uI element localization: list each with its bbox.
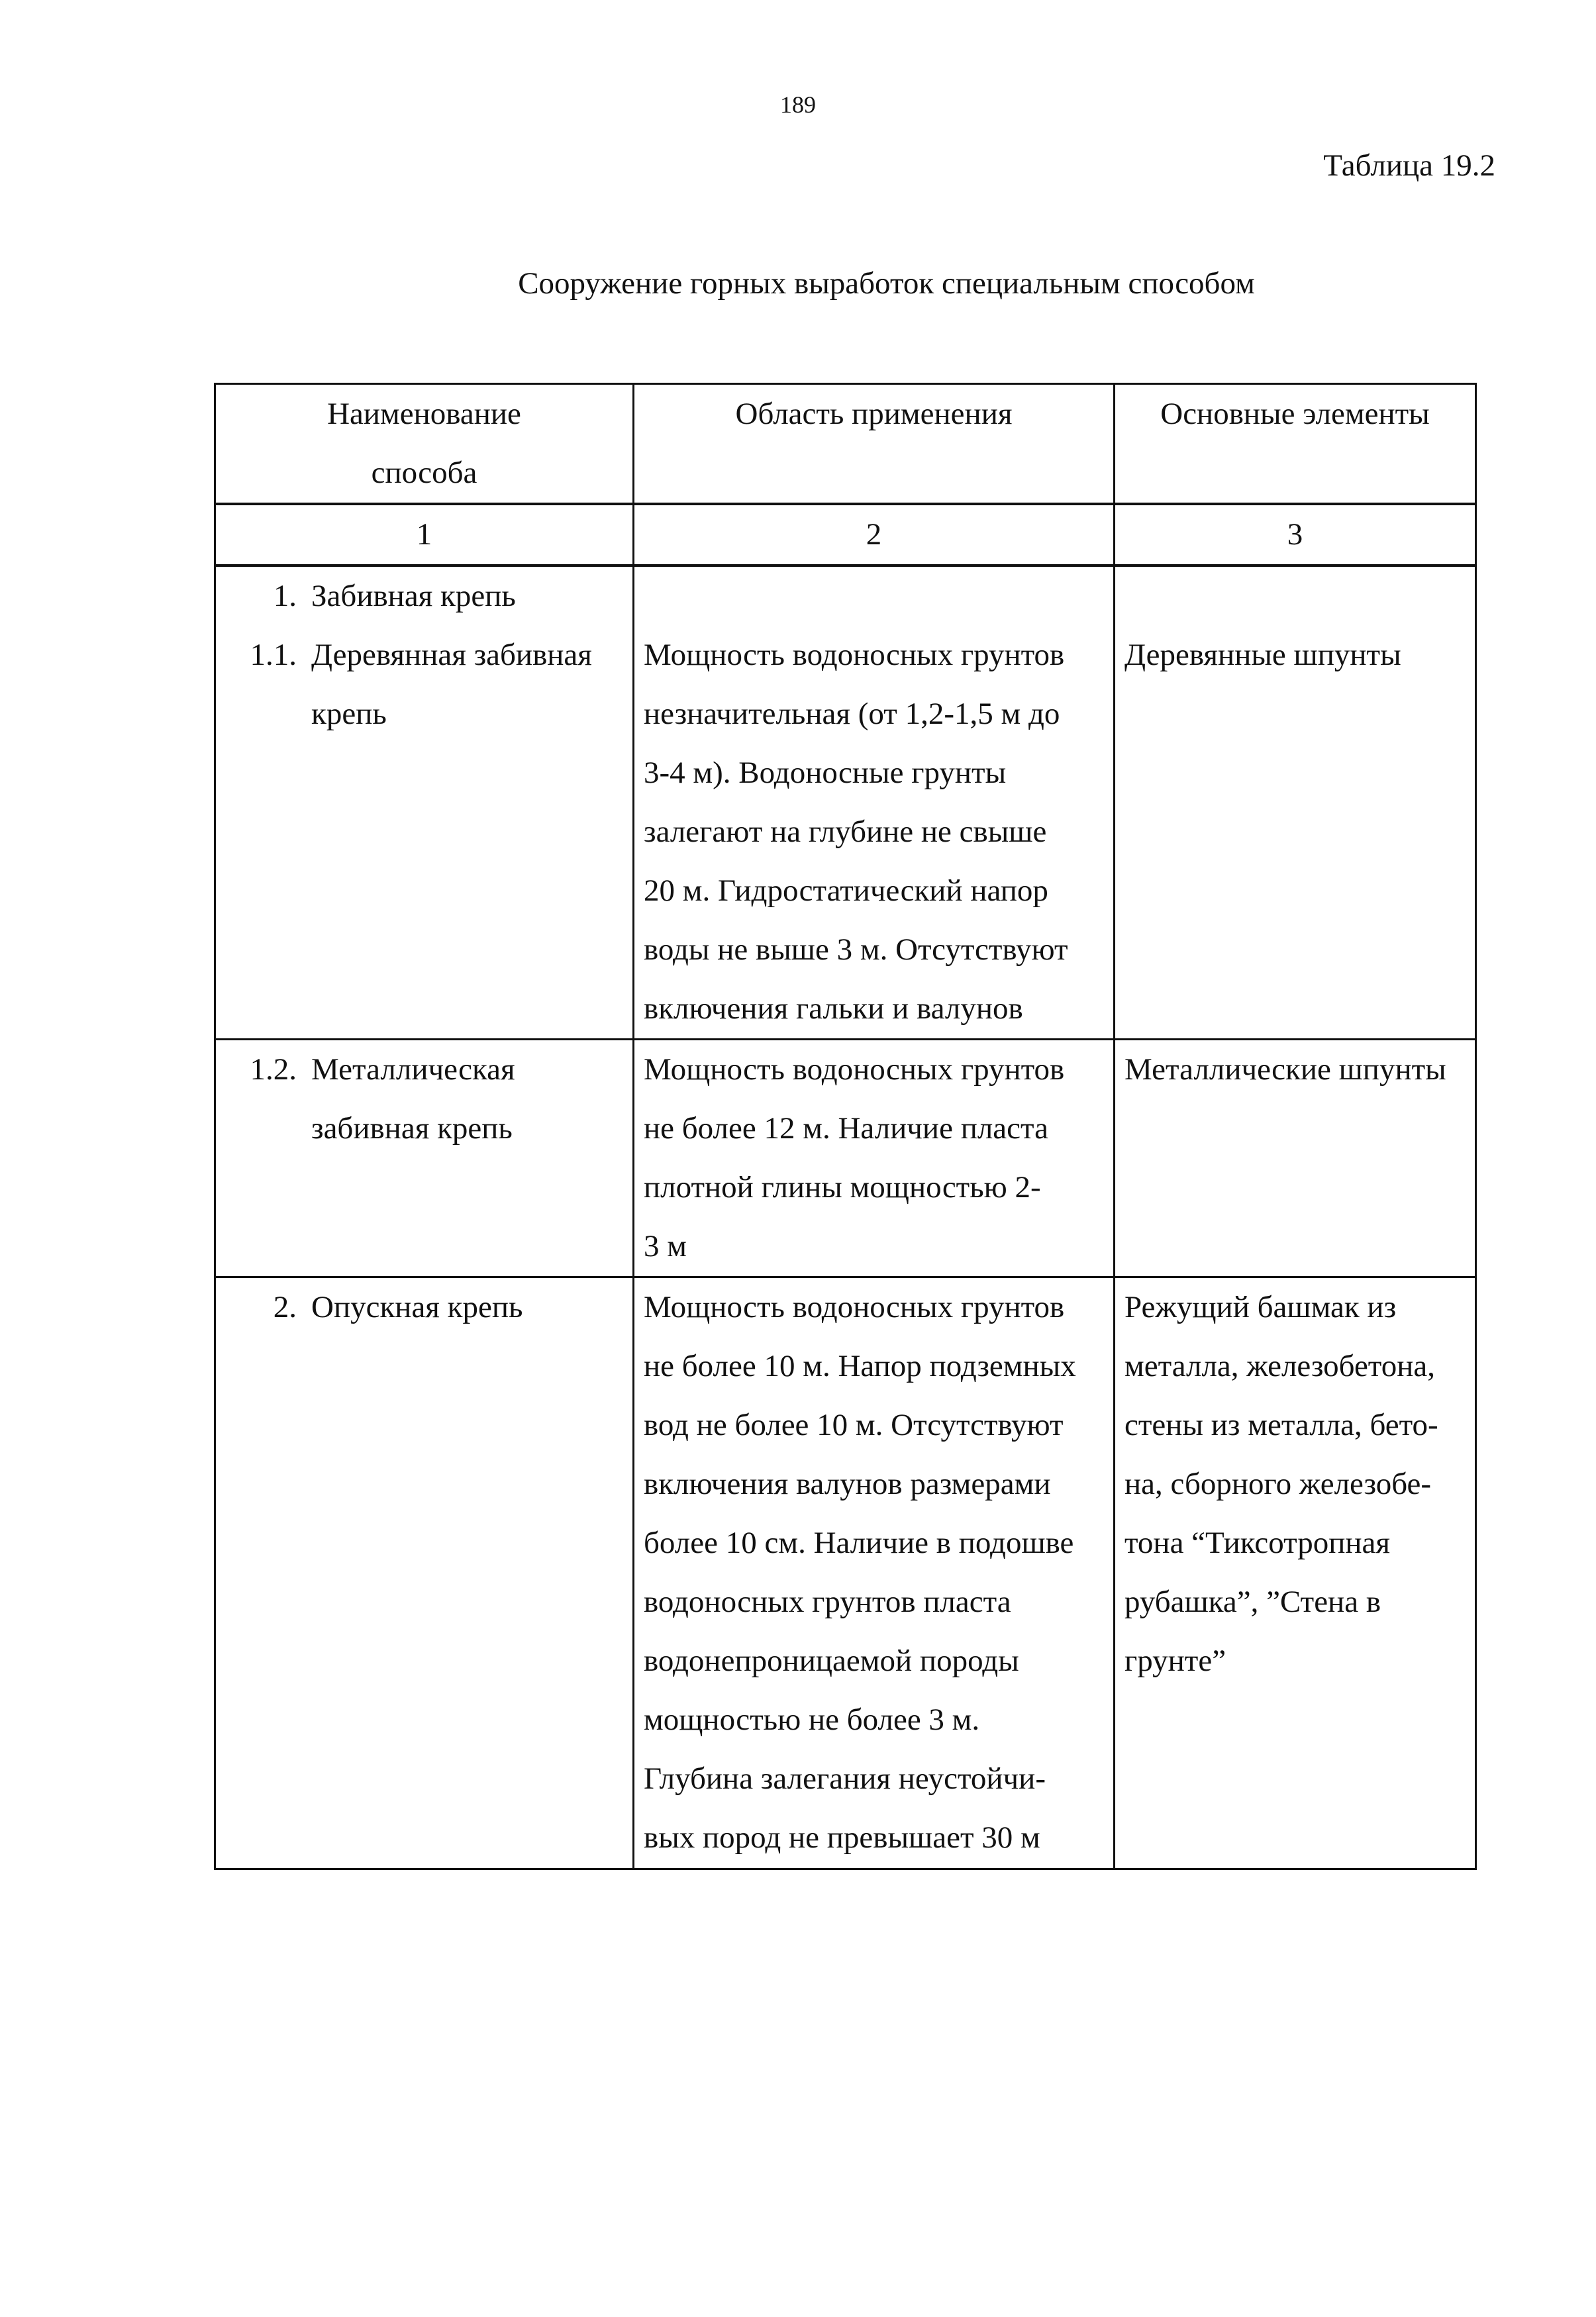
area-line: вых пород не превышает 30 м <box>644 1820 1040 1855</box>
column-number-1: 1 <box>215 504 634 566</box>
header-elements-label: Основные элементы <box>1160 397 1430 431</box>
table-row <box>215 1277 1476 1869</box>
elements-line: грунте” <box>1124 1644 1226 1678</box>
method-name-line1: Металлическая <box>311 1052 515 1087</box>
area-line: незначительная (от 1,2-1,5 м до <box>644 697 1060 731</box>
column-number-3: 3 <box>1115 504 1476 566</box>
method-name-line1: Деревянная забивная <box>311 638 592 672</box>
table-row <box>215 1040 1476 1277</box>
method-cell <box>215 566 634 1040</box>
table-title: Сооружение горных выработок специальным способом <box>518 266 1255 301</box>
elements-line: рубашка”, ”Стена в <box>1124 1585 1381 1619</box>
method-name-line2: крепь <box>311 697 387 731</box>
section-name: Забивная крепь <box>311 579 516 613</box>
column-number-2: 2 <box>634 504 1115 566</box>
table-label: Таблица 19.2 <box>1323 148 1495 183</box>
method-cell <box>215 1040 634 1277</box>
table-row <box>215 566 1476 1040</box>
method-heading <box>216 1278 623 1337</box>
area-line: вод не более 10 м. Отсутствуют <box>644 1408 1064 1442</box>
section-number: 1. <box>273 579 297 613</box>
method-number: 1.2. <box>250 1052 297 1087</box>
elements-line: Металлические шпунты <box>1124 1052 1446 1087</box>
area-line: Глубина залегания неустойчи- <box>644 1761 1046 1796</box>
header-cell-elements <box>1115 384 1476 505</box>
area-line: включения гальки и валунов <box>644 991 1023 1026</box>
header-method-line2: способа <box>371 456 477 490</box>
area-line: водонепроницаемой породы <box>644 1644 1019 1678</box>
section-heading <box>216 567 623 626</box>
column-number-row <box>215 504 1476 566</box>
area-line: водоносных грунтов пласта <box>644 1585 1011 1619</box>
header-cell-area <box>634 384 1115 505</box>
area-cell <box>634 1040 1115 1277</box>
elements-cell <box>1115 566 1476 1040</box>
area-line: Мощность водоносных грунтов <box>644 638 1065 672</box>
page-number: 189 <box>780 91 816 118</box>
area-line: воды не выше 3 м. Отсутствуют <box>644 932 1068 967</box>
method-name-line2: забивная крепь <box>311 1111 513 1146</box>
area-line: Мощность водоносных грунтов <box>644 1290 1065 1324</box>
header-area-label: Область применения <box>735 397 1013 431</box>
method-cell <box>215 1277 634 1869</box>
elements-cell <box>1115 1277 1476 1869</box>
elements-line: Режущий башмак из <box>1124 1290 1397 1324</box>
area-line: залегают на глубине не свыше <box>644 814 1047 849</box>
area-line: плотной глины мощностью 2- <box>644 1170 1041 1205</box>
area-line: не более 10 м. Напор подземных <box>644 1349 1076 1383</box>
area-line: более 10 см. Наличие в подошве <box>644 1526 1074 1560</box>
method-number: 1.1. <box>250 638 297 672</box>
method-name-line1: Опускная крепь <box>311 1290 523 1324</box>
elements-line: на, сборного железобе- <box>1124 1467 1432 1501</box>
method-heading <box>216 626 623 685</box>
elements-cell <box>1115 1040 1476 1277</box>
area-line: 20 м. Гидростатический напор <box>644 873 1048 908</box>
method-number: 2. <box>273 1290 297 1324</box>
elements-line: Деревянные шпунты <box>1124 638 1401 672</box>
area-cell <box>634 566 1115 1040</box>
header-cell-method <box>215 384 634 505</box>
area-line: 3-4 м). Водоносные грунты <box>644 756 1007 790</box>
area-line: включения валунов размерами <box>644 1467 1051 1501</box>
area-line: 3 м <box>644 1229 687 1263</box>
header-row <box>215 384 1476 505</box>
method-heading <box>216 1040 623 1099</box>
elements-line: металла, железобетона, <box>1124 1349 1435 1383</box>
area-line: Мощность водоносных грунтов <box>644 1052 1065 1087</box>
header-method-line1: Наименование <box>327 397 521 431</box>
elements-line: тона “Тиксотропная <box>1124 1526 1391 1560</box>
elements-line: стены из металла, бето- <box>1124 1408 1438 1442</box>
area-line: не более 12 м. Наличие пласта <box>644 1111 1048 1146</box>
area-cell <box>634 1277 1115 1869</box>
area-line: мощностью не более 3 м. <box>644 1702 980 1737</box>
methods-table <box>214 383 1477 1870</box>
